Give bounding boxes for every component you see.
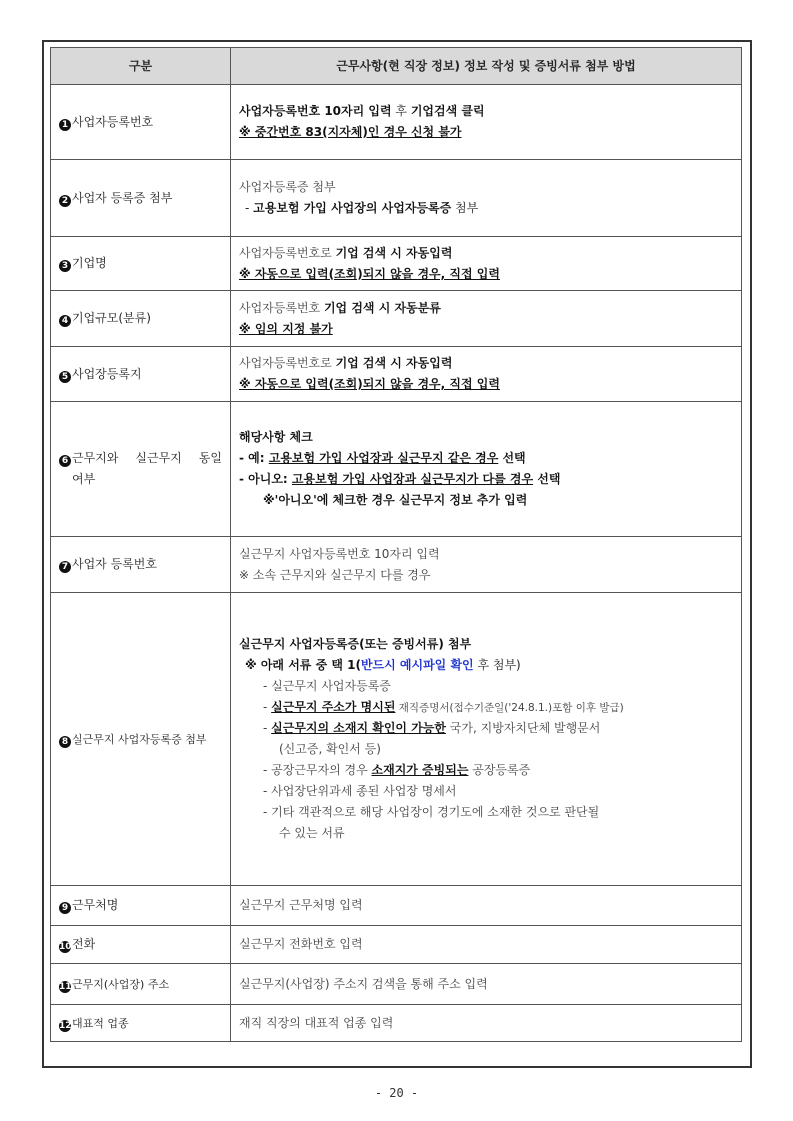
table-row [51, 593, 742, 886]
list-item [239, 739, 733, 760]
text-bold: 기업 검색 시 자동분류 [323, 300, 441, 315]
header-category: 구분 [51, 48, 231, 85]
list-item-text: 국가, 지방자치단체 발행문서 [445, 721, 601, 735]
row-label-text: 여부 [72, 472, 96, 486]
list-item-text: - 실근무지 사업자등록증 [263, 679, 391, 693]
text-bold: 기업검색 클릭 [410, 104, 485, 118]
row-label-text: 실근무지 사업자등록증 첨부 [72, 732, 207, 746]
row-label-text: 기업명 [72, 256, 107, 270]
document-list [239, 676, 733, 844]
text-bold: 사업자등록번호 10자리 입력 [239, 104, 392, 118]
table-row [51, 926, 742, 964]
number-badge: 11 [59, 981, 72, 992]
row-label [51, 886, 231, 926]
row-content [231, 964, 742, 1005]
table-row [51, 402, 742, 537]
number-badge: 2 [59, 195, 71, 207]
text: 실근무지 전화번호 입력 [239, 937, 363, 951]
row-label [51, 1005, 231, 1042]
number-badge: 4 [59, 315, 71, 327]
page-number: - 20 - [374, 1086, 419, 1100]
row-label-text: 사업자 등록번호 [72, 557, 157, 571]
table-row [51, 964, 742, 1005]
number-badge: 5 [59, 371, 71, 383]
text: 사업자등록증 첨부 [239, 180, 336, 194]
text-bold: 기업 검색 시 자동입력 [335, 245, 453, 260]
text: 선택 [498, 451, 526, 465]
number-badge: 7 [59, 561, 71, 573]
text: 후 [395, 104, 407, 118]
note: ※ 임의 지정 불가 [239, 321, 333, 336]
list-item-text: 재직증명서(접수기준일('24.8.1.)포함 이후 발급) [395, 702, 624, 714]
text: 사업자등록번호로 [239, 356, 336, 370]
row-content [231, 593, 742, 886]
row-label [51, 926, 231, 964]
list-item [239, 697, 733, 718]
text-bold: 실근무지 사업자등록증(또는 증빙서류) 첨부 [239, 637, 472, 651]
text: 첨부 [451, 201, 479, 215]
row-label [51, 237, 231, 291]
row-label [51, 964, 231, 1005]
text: - 아니오: [239, 472, 292, 486]
text: 선택 [533, 472, 561, 486]
row-label [51, 347, 231, 402]
list-item-text: - 사업장단위과세 종된 사업장 명세서 [263, 784, 457, 798]
row-content [231, 537, 742, 593]
table-row [51, 347, 742, 402]
table-header [51, 48, 742, 85]
row-content [231, 1005, 742, 1042]
row-content [231, 85, 742, 160]
list-item-emphasis: 소재지가 증빙되는 [371, 763, 469, 777]
text-bold: ※ 아래 서류 중 택 1( [245, 658, 361, 672]
number-badge: 10 [59, 942, 72, 952]
text-blue: 반드시 예시파일 확인 [360, 658, 474, 672]
list-item [239, 823, 733, 844]
row-label-text: 근무지와 [72, 451, 119, 465]
row-label-text: 기업규모(분류) [72, 311, 151, 325]
row-content [231, 926, 742, 964]
table-row [51, 537, 742, 593]
list-item [239, 676, 733, 697]
list-item-text: 공장등록증 [468, 763, 531, 777]
number-badge: 3 [59, 260, 71, 272]
row-content [231, 402, 742, 537]
row-label [51, 291, 231, 347]
row-content [231, 347, 742, 402]
list-item-emphasis: 실근무지 주소가 명시된 [271, 700, 396, 714]
table-row [51, 886, 742, 926]
text-bold: 기업 검색 시 자동입력 [335, 356, 453, 370]
table-row [51, 85, 742, 160]
text: 실근무지 사업자등록번호 10자리 입력 [239, 546, 440, 561]
list-item [239, 802, 733, 823]
text: 사업자등록번호로 [239, 245, 336, 260]
text: - [245, 201, 254, 215]
list-item [239, 760, 733, 781]
row-content [231, 886, 742, 926]
number-badge: 12 [59, 1020, 72, 1031]
row-label-text: 사업자등록번호 [72, 114, 154, 129]
header-method: 근무사항(현 직장 정보) 정보 작성 및 증빙서류 첨부 방법 [231, 48, 742, 85]
list-item-text: 수 있는 서류 [279, 826, 345, 840]
text: ※ 소속 근무지와 실근무지 다를 경우 [239, 567, 431, 582]
note: ※ 자동으로 입력(조회)되지 않을 경우, 직접 입력 [239, 266, 500, 281]
text-bold: 고용보험 가입 사업장의 사업자등록증 [253, 201, 452, 215]
row-label [51, 85, 231, 160]
text-bold-underline: 고용보험 가입 사업장과 실근무지가 다를 경우 [291, 472, 534, 486]
table-row [51, 1005, 742, 1042]
list-item-emphasis: 실근무지의 소재지 확인이 가능한 [271, 721, 446, 735]
row-label-text: 근무처명 [72, 898, 119, 912]
text-bold-underline: 고용보험 가입 사업장과 실근무지 같은 경우 [268, 451, 499, 465]
row-label-text: 사업장등록지 [72, 366, 142, 381]
text: 실근무지(사업장) 주소지 검색을 통해 주소 입력 [239, 976, 488, 991]
number-badge: 6 [59, 455, 71, 467]
row-content [231, 160, 742, 237]
text-bold: 해당사항 체크 [239, 430, 313, 444]
number-badge: 8 [59, 736, 71, 748]
row-label-text: 사업자 등록증 첨부 [72, 190, 173, 205]
table-row [51, 237, 742, 291]
row-label [51, 402, 231, 537]
note: ※ 자동으로 입력(조회)되지 않을 경우, 직접 입력 [239, 377, 500, 391]
list-item [239, 718, 733, 739]
number-badge: 1 [59, 119, 71, 131]
row-label-text: 실근무지 [135, 451, 182, 465]
row-label [51, 593, 231, 886]
text: - 예: [239, 451, 269, 465]
number-badge: 9 [59, 902, 71, 914]
row-label-text: 전화 [72, 937, 96, 951]
list-item-text: - [263, 721, 272, 735]
list-item-text: - 공장근무자의 경우 [263, 763, 372, 777]
list-item-text: - 기타 객관적으로 해당 사업장이 경기도에 소재한 것으로 판단될 [263, 805, 600, 819]
text: 재직 직장의 대표적 업종 입력 [239, 1015, 394, 1030]
note: ※'아니오'에 체크한 경우 실근무지 정보 추가 입력 [263, 493, 528, 507]
list-item-text: - [263, 700, 272, 714]
row-content [231, 237, 742, 291]
list-item-text: (신고증, 확인서 등) [279, 742, 381, 756]
row-label-text: 근무지(사업장) 주소 [72, 977, 170, 991]
row-label-text: 대표적 업종 [72, 1016, 129, 1030]
table-row [51, 291, 742, 347]
row-label [51, 160, 231, 237]
table-row [51, 160, 742, 237]
row-label [51, 537, 231, 593]
row-content [231, 291, 742, 347]
list-item [239, 781, 733, 802]
note: ※ 중간번호 83(지자체)인 경우 신청 불가 [239, 125, 462, 139]
text: 후 첨부) [473, 658, 521, 672]
row-label-text: 동일 [198, 451, 222, 465]
work-info-table [50, 47, 742, 1042]
text: 실근무지 근무처명 입력 [239, 898, 363, 912]
text: 사업자등록번호 [239, 300, 324, 315]
